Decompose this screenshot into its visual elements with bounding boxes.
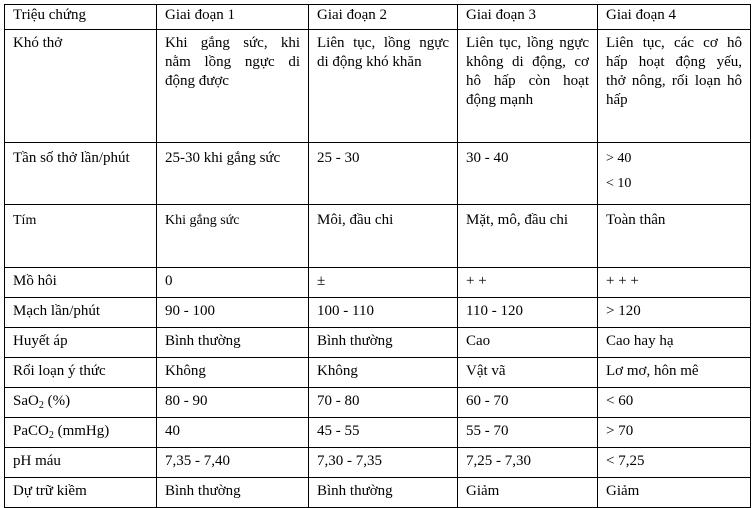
paco2-label-text: PaCO [13,423,49,439]
table-row [5,268,751,298]
cell-paco2-stage-3: 55 - 70 [458,418,598,448]
cell-cyanosis-stage-3: Mặt, mô, đầu chi [458,205,598,268]
paco2-label-subscript: 2 [48,430,54,441]
cell-bp-stage-2: Bình thường [309,328,458,358]
table-row [5,205,751,268]
cell-pulse-stage-4: > 120 [598,298,751,328]
table-row [5,30,751,143]
cell-paco2-stage-2: 45 - 55 [309,418,458,448]
table-row [5,388,751,418]
cell-cyanosis-stage-2: Môi, đầu chi [309,205,458,268]
cell-sao2-stage-1: 80 - 90 [157,388,309,418]
rate-stage-4-high: > 40 [606,151,632,166]
cell-bp-stage-3: Cao [458,328,598,358]
row-label-dyspnea: Khó thở [5,30,157,143]
cell-base-stage-4: Giảm [598,478,751,508]
cell-sao2-stage-4: < 60 [598,388,751,418]
cell-rate-stage-3: 30 - 40 [458,143,598,205]
cell-bp-stage-1: Bình thường [157,328,309,358]
cell-dyspnea-stage-2: Liên tục, lồng ngực di động khó khăn [309,30,458,143]
cell-ph-stage-2: 7,30 - 7,35 [309,448,458,478]
table-row [5,358,751,388]
header-cell-stage-3: Giai đoạn 3 [458,5,598,30]
cell-pulse-stage-2: 100 - 110 [309,298,458,328]
row-label-sweating: Mồ hôi [5,268,157,298]
rate-stage-4-low: < 10 [606,176,632,191]
row-label-paco2 [5,418,157,448]
cell-consciousness-stage-2: Không [309,358,458,388]
cell-cyanosis-stage-4: Toàn thân [598,205,751,268]
table-row [5,298,751,328]
row-label-pulse: Mạch lần/phút [5,298,157,328]
cell-consciousness-stage-3: Vật vã [458,358,598,388]
cell-base-stage-1: Bình thường [157,478,309,508]
header-cell-symptom: Triệu chứng [5,5,157,30]
header-cell-stage-4: Giai đoạn 4 [598,5,751,30]
table-row [5,143,751,205]
cell-bp-stage-4: Cao hay hạ [598,328,751,358]
row-label-sao2 [5,388,157,418]
cell-ph-stage-1: 7,35 - 7,40 [157,448,309,478]
cell-consciousness-stage-4: Lơ mơ, hôn mê [598,358,751,388]
respiratory-failure-stages-table [4,4,751,508]
cell-rate-stage-1: 25-30 khi gắng sức [157,143,309,205]
cell-ph-stage-4: < 7,25 [598,448,751,478]
row-label-consciousness: Rối loạn ý thức [5,358,157,388]
cell-rate-stage-2: 25 - 30 [309,143,458,205]
cell-paco2-stage-4: > 70 [598,418,751,448]
cell-sao2-stage-2: 70 - 80 [309,388,458,418]
cell-cyanosis-stage-1: Khi gắng sức [157,205,309,268]
cell-paco2-stage-1: 40 [157,418,309,448]
cell-consciousness-stage-1: Không [157,358,309,388]
row-label-cyanosis: Tím [5,205,157,268]
cell-sweating-stage-4: + + + [598,268,751,298]
row-label-base-reserve: Dự trữ kiềm [5,478,157,508]
table-header-row [5,5,751,30]
cell-pulse-stage-3: 110 - 120 [458,298,598,328]
sao2-label-subscript: 2 [38,400,44,411]
row-label-blood-ph: pH máu [5,448,157,478]
table-row [5,478,751,508]
cell-pulse-stage-1: 90 - 100 [157,298,309,328]
paco2-label-unit: (mmHg) [53,423,110,439]
cell-sweating-stage-3: + + [458,268,598,298]
cell-dyspnea-stage-3: Liên tục, lồng ngực không di động, cơ hô hấp còn hoạt động mạnh [458,30,598,143]
sao2-label-unit: (%) [43,393,71,409]
cell-ph-stage-3: 7,25 - 7,30 [458,448,598,478]
cell-sweating-stage-1: 0 [157,268,309,298]
table-row [5,328,751,358]
header-cell-stage-2: Giai đoạn 2 [309,5,458,30]
cell-sao2-stage-3: 60 - 70 [458,388,598,418]
cell-dyspnea-stage-1: Khi gắng sức, khi nằm lồng ngực di động được [157,30,309,143]
table-row [5,418,751,448]
header-cell-stage-1: Giai đoạn 1 [157,5,309,30]
table-row [5,448,751,478]
cell-rate-stage-4 [598,143,751,205]
row-label-respiratory-rate: Tần số thở lần/phút [5,143,157,205]
cell-base-stage-2: Bình thường [309,478,458,508]
row-label-blood-pressure: Huyết áp [5,328,157,358]
cell-sweating-stage-2: ± [309,268,458,298]
cell-base-stage-3: Giảm [458,478,598,508]
sao2-label-text: SaO [13,393,39,409]
cell-dyspnea-stage-4: Liên tục, các cơ hô hấp hoạt động yếu, thở nông, rối loạn hô hấp [598,30,751,143]
